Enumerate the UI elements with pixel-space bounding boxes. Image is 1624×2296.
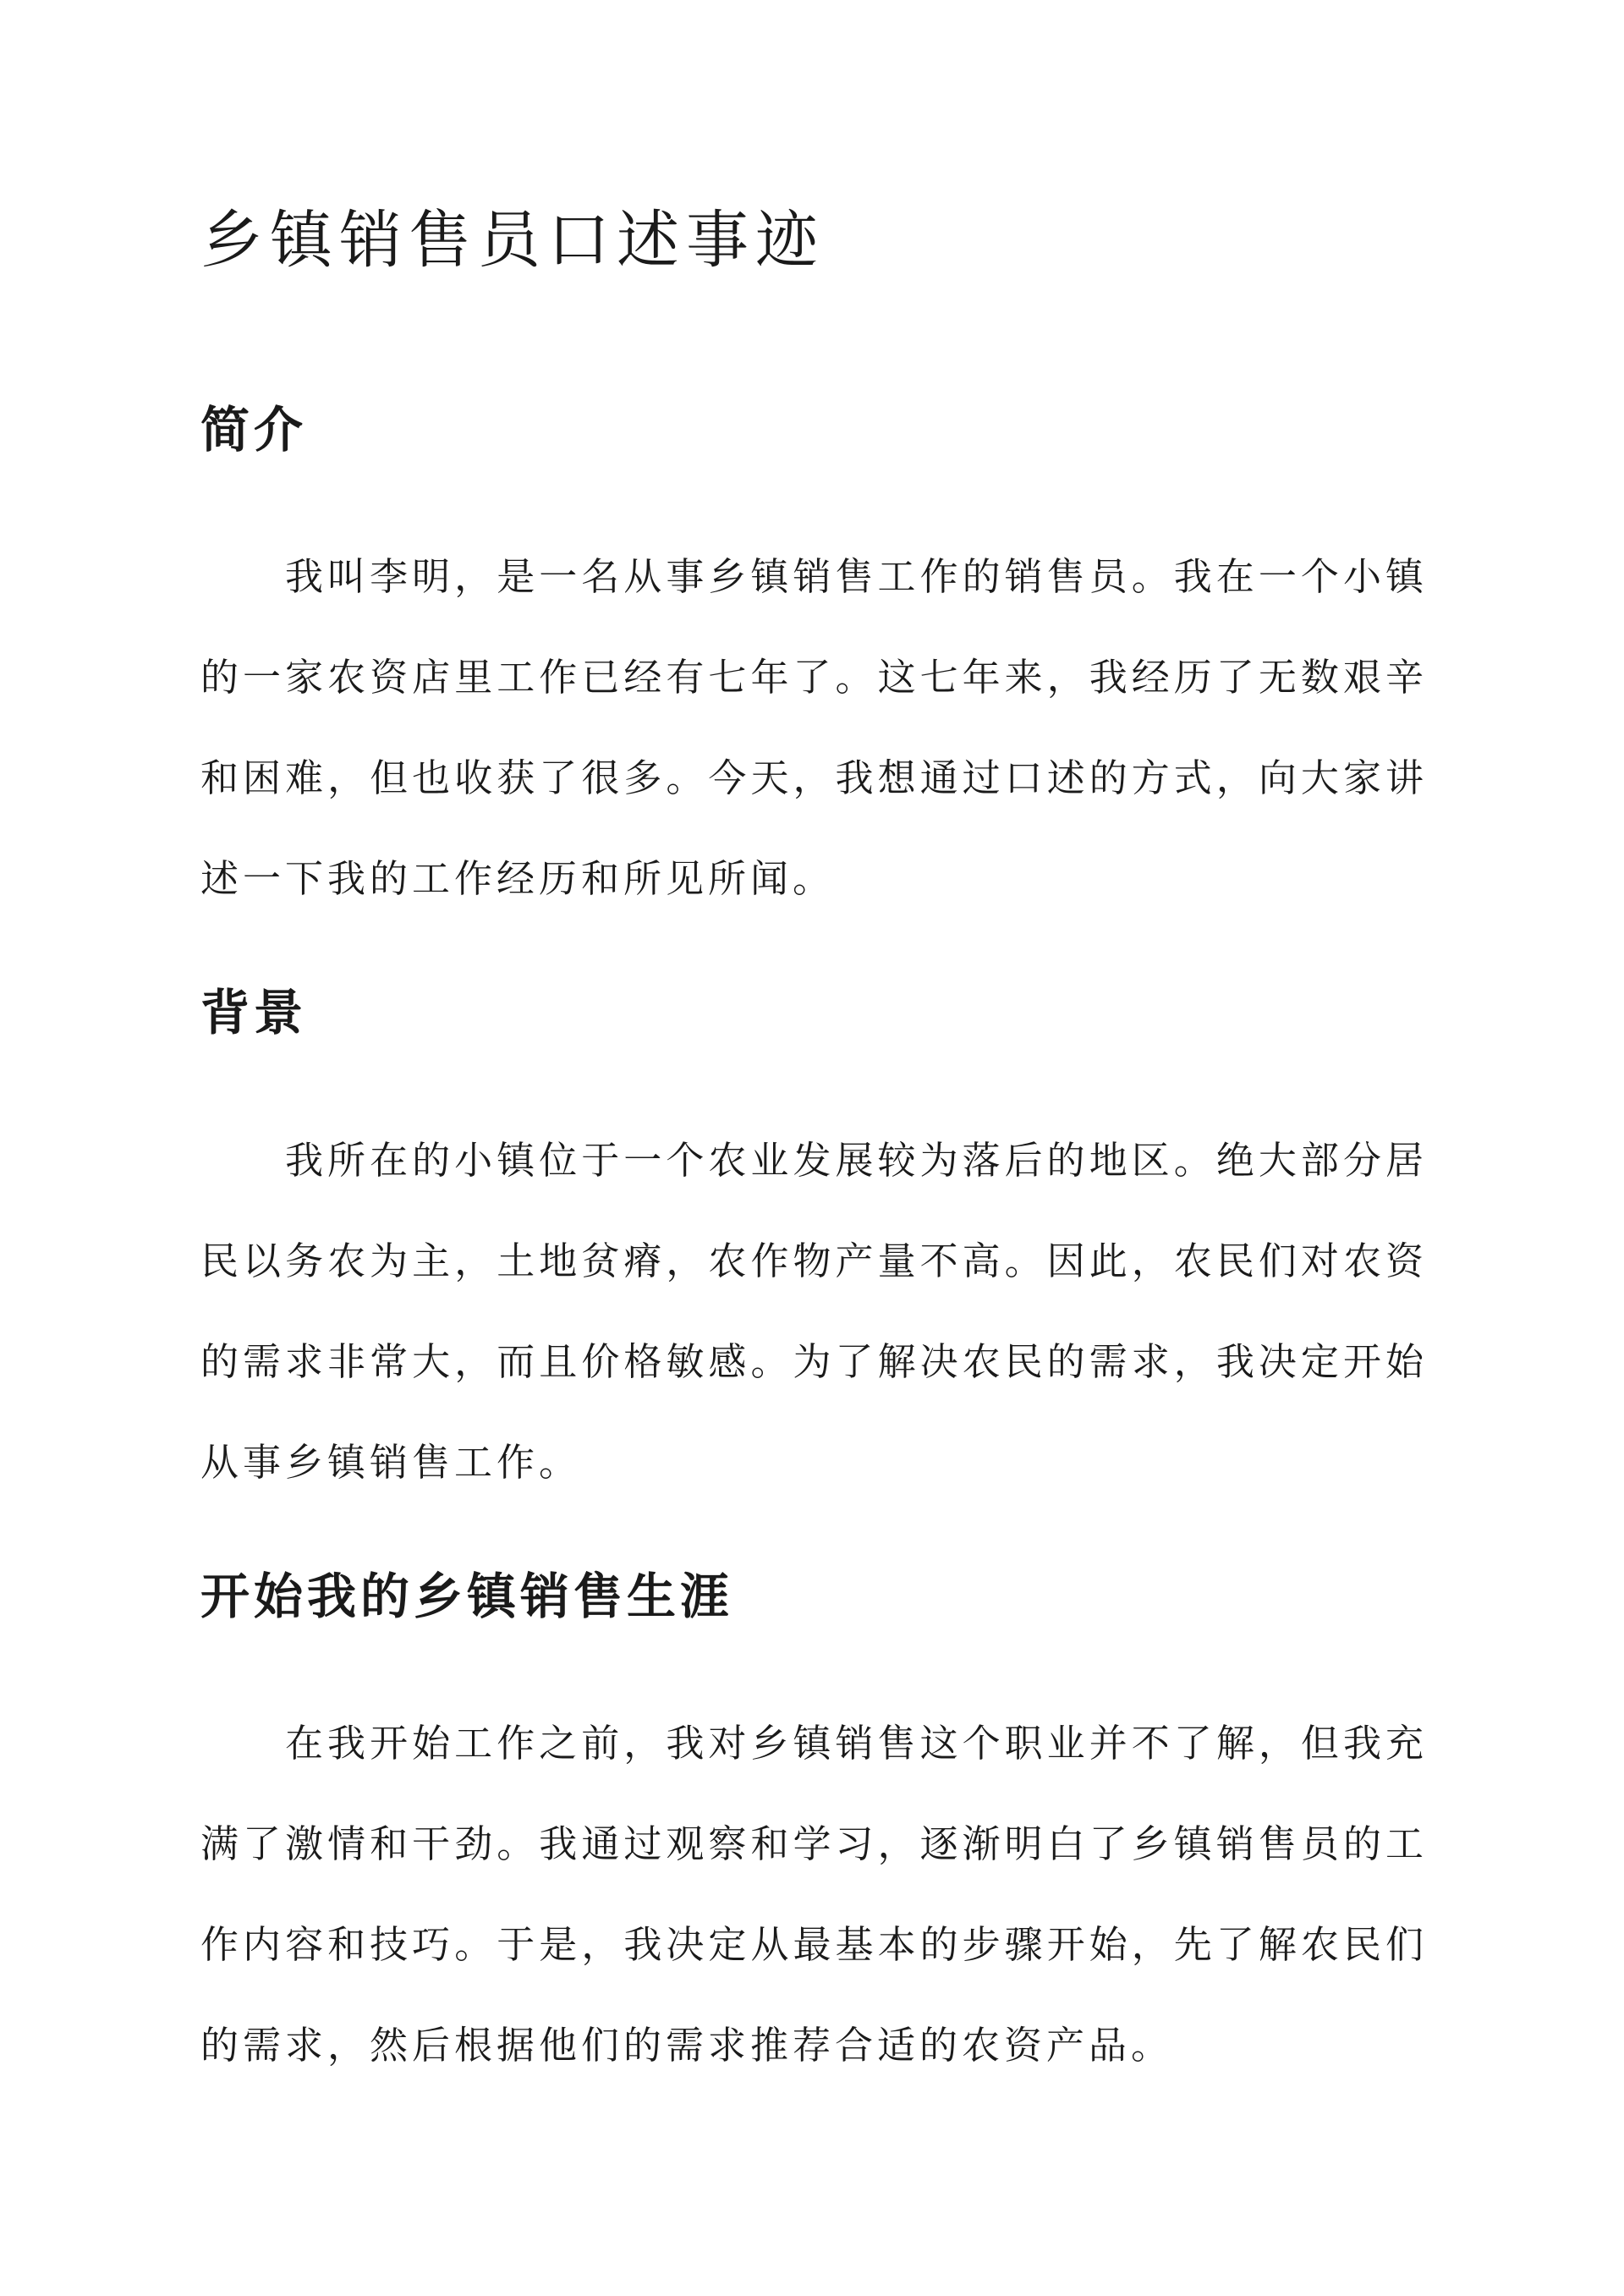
paragraph-background bbox=[200, 1110, 1428, 1513]
section-heading-career-start: 开始我的乡镇销售生涯 bbox=[200, 1568, 734, 1625]
paragraph-line: 满了激情和干劲。我通过观察和学习，逐渐明白了乡镇销售员的工 bbox=[200, 1821, 1428, 1866]
paragraph-line: 在我开始工作之前，我对乡镇销售这个职业并不了解，但我充 bbox=[285, 1721, 1428, 1766]
paragraph-line: 我所在的小镇位于一个农业发展较为落后的地区。绝大部分居 bbox=[285, 1138, 1428, 1183]
section-heading-intro: 简介 bbox=[200, 401, 308, 459]
paragraph-line: 从事乡镇销售工作。 bbox=[200, 1440, 582, 1485]
paragraph-career-start bbox=[200, 1693, 1428, 2096]
paragraph-intro bbox=[200, 526, 1428, 929]
paragraph-line: 述一下我的工作经历和所见所闻。 bbox=[200, 856, 836, 901]
paragraph-line: 的一家农资店里工作已经有七年了。这七年来，我经历了无数艰辛 bbox=[200, 655, 1428, 700]
paragraph-line: 的需求非常大，而且价格敏感。为了解决农民的需求，我决定开始 bbox=[200, 1339, 1428, 1384]
paragraph-line: 民以务农为主，土地贫瘠，农作物产量不高。因此，农民们对农资 bbox=[200, 1239, 1428, 1283]
paragraph-line: 作内容和技巧。于是，我决定从最基本的步骤开始，先了解农民们 bbox=[200, 1922, 1428, 1967]
paragraph-line: 的需求，然后根据他们的需求推荐合适的农资产品。 bbox=[200, 2023, 1174, 2068]
section-heading-background: 背景 bbox=[200, 984, 308, 1041]
document-title: 乡镇销售员口述事迹 bbox=[200, 204, 825, 277]
paragraph-line: 和困难，但也收获了很多。今天，我想通过口述的方式，向大家讲 bbox=[200, 755, 1428, 800]
paragraph-line: 我叫李明，是一名从事乡镇销售工作的销售员。我在一个小镇 bbox=[285, 554, 1428, 599]
